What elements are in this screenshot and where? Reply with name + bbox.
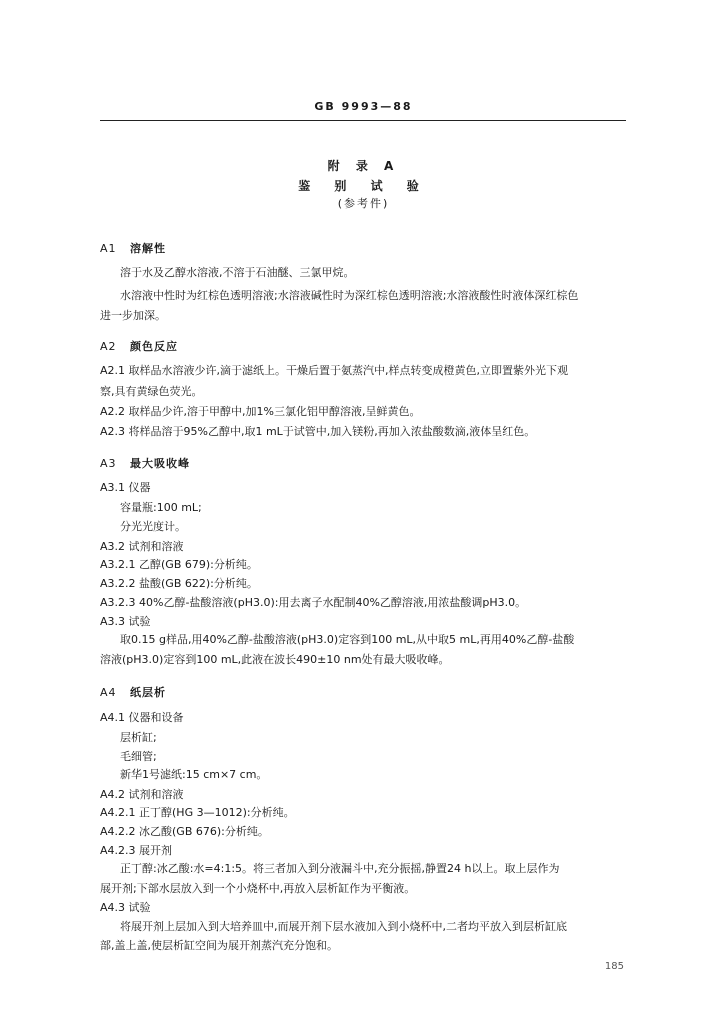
- page-number: 185: [604, 961, 624, 972]
- appendix-note: (参考件): [337, 197, 390, 210]
- list-item: 容量瓶:100 mL;: [120, 501, 202, 514]
- paragraph: 溶于水及乙醇水溶液,不溶于石油醚、三氯甲烷。: [120, 266, 355, 279]
- list-item: 毛细管;: [120, 750, 157, 763]
- clause: A3.3 试验: [100, 615, 151, 628]
- clause: A2.2 取样品少许,溶于甲醇中,加1%三氯化铝甲醇溶液,呈鲜黄色。: [100, 405, 421, 418]
- clause: A2.3 将样品溶于95%乙醇中,取1 mL于试管中,加入镁粉,再加入浓盐酸数滴,液体呈红色。: [100, 425, 536, 438]
- section-title: 纸层析: [130, 686, 166, 699]
- list-item: 层析缸;: [120, 731, 157, 744]
- section-heading-a4: [100, 684, 166, 700]
- section-heading-a2: [100, 338, 178, 354]
- section-number: A1: [100, 242, 117, 255]
- paragraph: 取0.15 g样品,用40%乙醇-盐酸溶液(pH3.0)定容到100 mL,从中取5 mL,再用40%乙醇-盐酸: [120, 633, 575, 646]
- appendix-subtitle: 鉴 别 试 验: [298, 179, 429, 193]
- paragraph: 水溶液中性时为红棕色透明溶液;水溶液碱性时为深红棕色透明溶液;水溶液酸性时液体深红棕色: [120, 289, 579, 302]
- clause: A3.1 仪器: [100, 481, 151, 494]
- clause: A3.2.1 乙醇(GB 679):分析纯。: [100, 558, 258, 571]
- clause: A3.2.3 40%乙醇-盐酸溶液(pH3.0):用去离子水配制40%乙醇溶液,用浓盐酸调pH3.0。: [100, 596, 527, 609]
- clause: A2.1 取样品水溶液少许,滴于滤纸上。干燥后置于氨蒸汽中,样点转变成橙黄色,立即置紫外光下观: [100, 364, 569, 377]
- section-number: A2: [100, 340, 117, 353]
- clause: A3.2 试剂和溶液: [100, 540, 184, 553]
- section-title: 最大吸收峰: [130, 457, 190, 470]
- list-item: 分光光度计。: [120, 520, 186, 533]
- clause: A4.1 仪器和设备: [100, 711, 184, 724]
- header-rule: [100, 120, 626, 121]
- paragraph: 部,盖上盖,使层析缸空间为展开剂蒸汽充分饱和。: [100, 939, 338, 952]
- clause: A4.2.2 冰乙酸(GB 676):分析纯。: [100, 825, 269, 838]
- paragraph: 正丁醇:冰乙酸:水=4:1:5。将三者加入到分液漏斗中,充分振摇,静置24 h以上。取上层作为: [120, 862, 560, 875]
- clause: A4.2.1 正丁醇(HG 3—1012):分析纯。: [100, 806, 295, 819]
- section-title: 颜色反应: [130, 340, 178, 353]
- clause: A3.2.2 盐酸(GB 622):分析纯。: [100, 577, 258, 590]
- section-title: 溶解性: [130, 242, 166, 255]
- clause: 察,具有黄绿色荧光。: [100, 385, 203, 398]
- section-number: A4: [100, 686, 117, 699]
- paragraph: 将展开剂上层加入到大培养皿中,而展开剂下层水液加入到小烧杯中,二者均平放入到层析缸底: [120, 920, 567, 933]
- paragraph: 溶液(pH3.0)定容到100 mL,此液在波长490±10 nm处有最大吸收峰。: [100, 653, 450, 666]
- clause: A4.2 试剂和溶液: [100, 788, 184, 801]
- clause: A4.2.3 展开剂: [100, 844, 173, 857]
- list-item: 新华1号滤纸:15 cm×7 cm。: [120, 768, 268, 781]
- section-heading-a1: [100, 240, 166, 256]
- paragraph: 进一步加深。: [100, 309, 166, 322]
- standard-code: GB 9993—88: [314, 100, 413, 113]
- section-number: A3: [100, 457, 117, 470]
- appendix-title: 附 录 A: [327, 159, 400, 173]
- clause: A4.3 试验: [100, 901, 151, 914]
- paragraph: 展开剂;下部水层放入到一个小烧杯中,再放入层析缸作为平衡液。: [100, 882, 416, 895]
- section-heading-a3: [100, 455, 190, 471]
